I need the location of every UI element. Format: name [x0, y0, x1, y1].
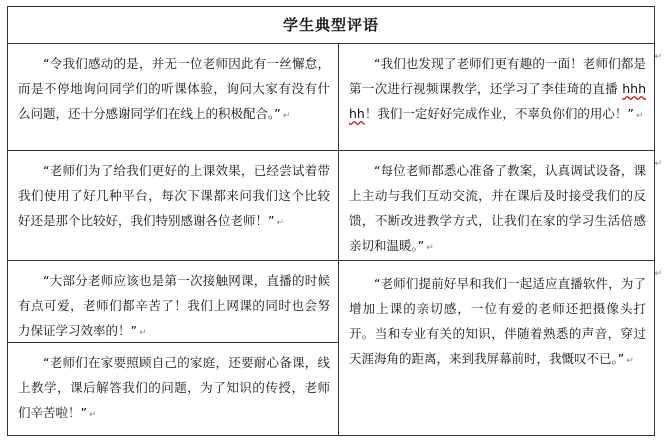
- comment-cell-6: [339, 261, 662, 435]
- comment-text-6: “老师们提前好早和我们一起适应直播软件，为了增加上课的亲切感，一位有爱的老师还把摄像头打开。当和专业有关的知识，伴随着熟悉的声音，穿过天涯海角的距离，来到我屏幕前时，我慨叹不已。”: [349, 276, 646, 366]
- comment-cell-3: [8, 151, 339, 261]
- paragraph-mark-icon: ↵: [626, 356, 634, 366]
- row-end-mark-icon: ↵: [654, 52, 662, 62]
- paragraph-mark-icon: ↵: [635, 111, 644, 121]
- paragraph-mark-icon: ↵: [282, 111, 291, 121]
- comment-text-5: “大部分老师应该也是第一次接触网课，直播的时候有点可爱，老师们都辛苦了！我们上网课的同时也会努力保证学习效率的！”: [18, 273, 330, 338]
- spellcheck-underlined-word: hhhhh: [349, 81, 646, 121]
- comment-text-3: “老师们为了给我们更好的上课效果，已经尝试着带我们使用了好几种平台，每次下课都来问我们这个比较好还是那个比较好，我们特别感谢各位老师！”: [18, 163, 330, 228]
- row-end-mark-icon: ↵: [654, 159, 662, 169]
- paragraph-mark-icon: ↵: [88, 410, 97, 420]
- comment-cell-2: [339, 44, 662, 151]
- comment-cell-4: [339, 151, 662, 261]
- comment-text-4: “每位老师都悉心准备了教案，认真调试设备，课上主动与我们互动交流，并在课后及时接受我们的反馈，不断改进教学方式，让我们在家的学习生活倍感亲切和温暖。”: [349, 163, 646, 253]
- comment-cell-1: [8, 44, 339, 151]
- comment-text-2-end: ！我们一定好好完成作业，不辜负你们的用心！”: [364, 106, 634, 121]
- row-end-mark-icon: ↵: [654, 269, 662, 279]
- comment-text-7: “老师们在家要照顾自己的家庭，还要耐心备课，线上教学，课后解答我们的问题，为了知识的传授，老师们辛苦啦！”: [18, 355, 330, 420]
- comment-cell-5: [8, 261, 339, 343]
- table-title: 学生典型评语: [8, 7, 654, 44]
- comments-table: [7, 6, 662, 436]
- comment-cell-7: [8, 343, 339, 435]
- paragraph-mark-icon: ↵: [276, 218, 285, 228]
- paragraph-mark-icon: ↵: [138, 328, 147, 338]
- comment-text-2-start: “我们也发现了老师们更有趣的一面！老师们都是第一次进行视频课教学，还学习了李佳琦的直播: [349, 56, 646, 96]
- comment-text-1: “令我们感动的是，并无一位老师因此有一丝懈怠，而是不停地询问同学们的听课体验，询问大家有没有什么问题，还十分感谢同学们在线上的积极配合。”: [18, 56, 330, 121]
- paragraph-mark-icon: ↵: [426, 243, 434, 253]
